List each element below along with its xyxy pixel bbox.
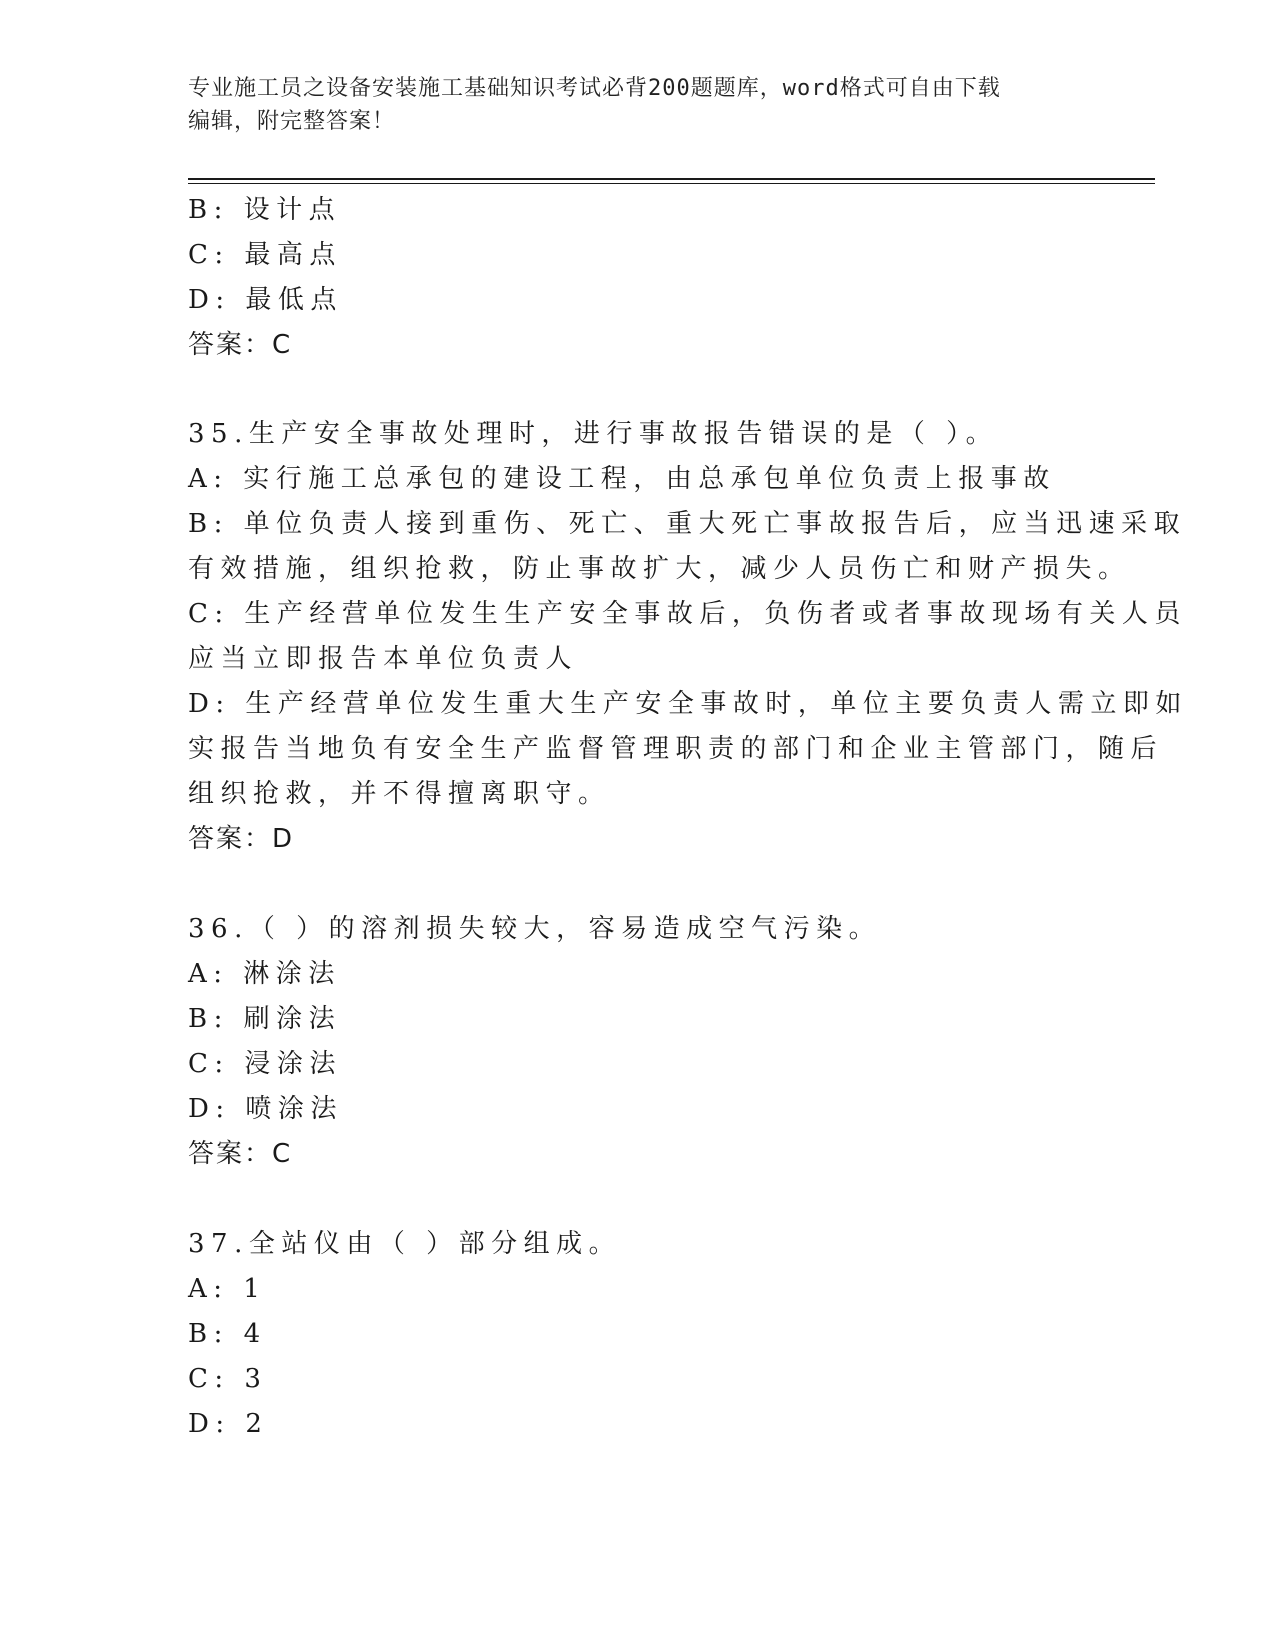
q37-option-a: A: 1: [188, 1274, 267, 1304]
q34-option-b: B: 设计点: [188, 195, 342, 225]
q35-option-b-line1: B: 单位负责人接到重伤、死亡、重大死亡事故报告后，应当迅速采取: [188, 509, 1187, 539]
q35-option-b-line2: 有效措施，组织抢救，防止事故扩大，减少人员伤亡和财产损失。: [188, 554, 1131, 584]
q35-answer: 答案：D: [188, 824, 295, 854]
q34-option-c: C: 最高点: [188, 240, 342, 270]
q34-option-d: D: 最低点: [188, 285, 343, 315]
q35-option-a: A: 实行施工总承包的建设工程，由总承包单位负责上报事故: [188, 464, 1056, 494]
q35-option-c-line1: C: 生产经营单位发生生产安全事故后，负伤者或者事故现场有关人员: [188, 599, 1187, 629]
q35-option-d-line3: 组织抢救，并不得擅离职守。: [188, 779, 611, 809]
q35-option-d-line1: D: 生产经营单位发生重大生产安全事故时，单位主要负责人需立即如: [188, 689, 1188, 719]
q36-option-a: A: 淋涂法: [188, 959, 341, 989]
header-line-2: 编辑，附完整答案！: [188, 109, 396, 134]
q36-option-c: C: 浸涂法: [188, 1049, 342, 1079]
q37-question: 37.全站仪由（ ）部分组成。: [188, 1229, 622, 1259]
q37-option-c: C: 3: [188, 1364, 268, 1394]
q34-answer: 答案：C: [188, 330, 293, 360]
q37-option-b: B: 4: [188, 1319, 267, 1349]
document-header: [188, 72, 1088, 138]
q35-question: 35.生产安全事故处理时，进行事故报告错误的是（ ）。: [188, 419, 999, 449]
q35-option-d-line2: 实报告当地负有安全生产监督管理职责的部门和企业主管部门，随后: [188, 734, 1164, 764]
q36-answer: 答案：C: [188, 1139, 293, 1169]
q36-option-d: D: 喷涂法: [188, 1094, 343, 1124]
q35-option-c-line2: 应当立即报告本单位负责人: [188, 644, 579, 674]
header-line-1: 专业施工员之设备安装施工基础知识考试必背200题题库，word格式可自由下载: [188, 76, 1001, 101]
q37-option-d: D: 2: [188, 1409, 269, 1439]
q36-question: 36.（ ）的溶剂损失较大，容易造成空气污染。: [188, 914, 882, 944]
header-divider-thin: [188, 183, 1155, 184]
q36-option-b: B: 刷涂法: [188, 1004, 342, 1034]
header-divider-thick: [188, 178, 1155, 180]
